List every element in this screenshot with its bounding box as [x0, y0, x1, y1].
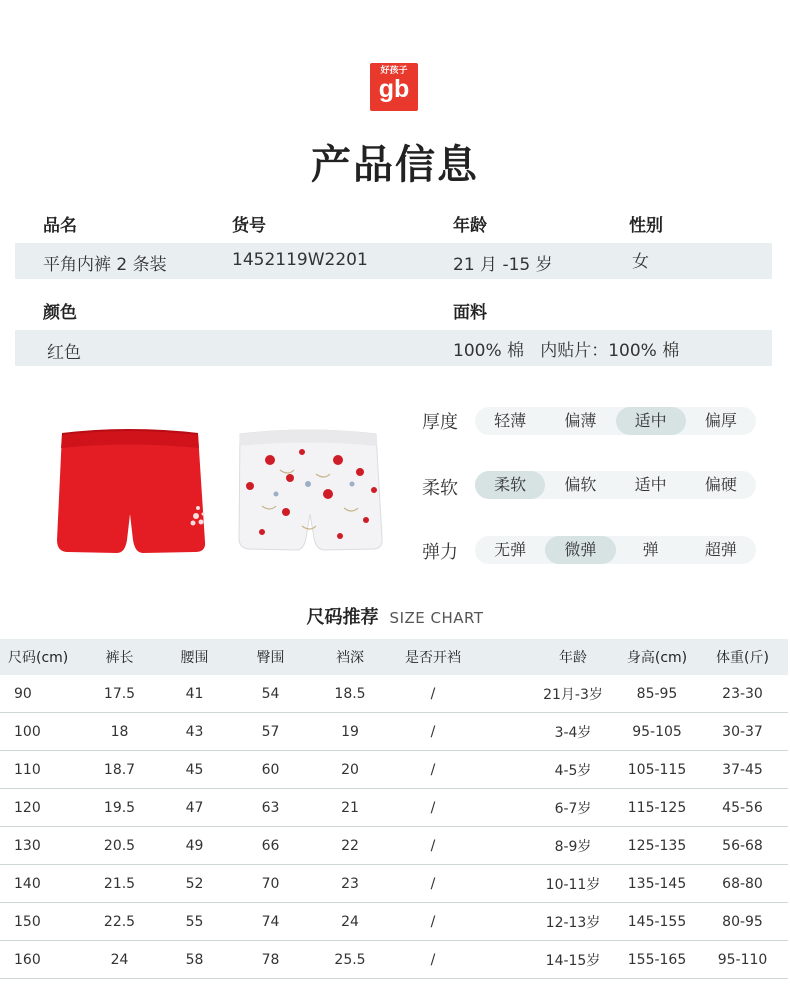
- elasticity-option-1: 无弹: [494, 540, 527, 559]
- cell-size: 130: [0, 827, 82, 865]
- size-chart-table: [0, 639, 788, 979]
- cell-rise: 18.5: [309, 675, 391, 713]
- table-row: [0, 827, 788, 865]
- cell-weight: 23-30: [697, 675, 788, 713]
- cell-rise: 19: [309, 713, 391, 751]
- cell-hip: 70: [232, 865, 309, 903]
- cell-height: 105-115: [617, 751, 697, 789]
- cell-age: 6-7岁: [529, 789, 617, 827]
- elasticity-option-2-selected: 微弹: [545, 536, 615, 564]
- header-rise: 裆深: [309, 639, 391, 675]
- header-length: 裤长: [82, 639, 157, 675]
- size-chart-body: [0, 675, 788, 979]
- thickness-option-3-selected: 适中: [616, 407, 686, 435]
- cell-spacer: [475, 941, 529, 979]
- cell-height: 85-95: [617, 675, 697, 713]
- cell-rise: 25.5: [309, 941, 391, 979]
- cell-weight: 68-80: [697, 865, 788, 903]
- thickness-option-4: 偏厚: [704, 411, 737, 430]
- gender-label: 性别: [629, 216, 663, 236]
- softness-option-2: 偏软: [564, 475, 597, 494]
- size-chart-header-row: [0, 639, 788, 675]
- elasticity-scale: [475, 536, 756, 564]
- header-size: 尺码(cm): [0, 639, 82, 675]
- cell-spacer: [475, 751, 529, 789]
- thickness-scale: [475, 407, 756, 435]
- cell-waist: 52: [157, 865, 232, 903]
- cell-waist: 55: [157, 903, 232, 941]
- cell-age: 10-11岁: [529, 865, 617, 903]
- cell-open-crotch: /: [391, 827, 475, 865]
- cell-waist: 49: [157, 827, 232, 865]
- name-value: 平角内裤 2 条装: [43, 255, 167, 275]
- table-row: [0, 789, 788, 827]
- header-waist: 腰围: [157, 639, 232, 675]
- table-row: [0, 865, 788, 903]
- header-hip: 臀围: [232, 639, 309, 675]
- header-height: 身高(cm): [617, 639, 697, 675]
- age-value: 21 月 -15 岁: [453, 255, 553, 275]
- printed-boxer-image: [239, 430, 382, 551]
- cell-waist: 45: [157, 751, 232, 789]
- color-label: 颜色: [43, 303, 77, 323]
- softness-option-4: 偏硬: [704, 475, 737, 494]
- softness-scale: [475, 471, 756, 499]
- brand-name-cn: 好孩子: [380, 66, 408, 76]
- cell-waist: 43: [157, 713, 232, 751]
- table-row: [0, 751, 788, 789]
- size-chart-heading: [0, 603, 790, 629]
- product-images: [40, 410, 400, 580]
- cell-size: 150: [0, 903, 82, 941]
- cell-height: 95-105: [617, 713, 697, 751]
- product-illustration: [40, 410, 400, 580]
- page-title: 产品信息: [311, 142, 479, 188]
- cell-age: 14-15岁: [529, 941, 617, 979]
- cell-weight: 37-45: [697, 751, 788, 789]
- attr-label-elasticity: 弹力: [422, 542, 458, 563]
- cell-spacer: [475, 865, 529, 903]
- attr-label-thickness: 厚度: [422, 412, 458, 433]
- header-weight: 体重(斤): [697, 639, 788, 675]
- cell-hip: 54: [232, 675, 309, 713]
- table-row: [0, 675, 788, 713]
- cell-rise: 21: [309, 789, 391, 827]
- table-row: [0, 941, 788, 979]
- cell-hip: 60: [232, 751, 309, 789]
- cell-age: 4-5岁: [529, 751, 617, 789]
- cell-open-crotch: /: [391, 941, 475, 979]
- name-label: 品名: [43, 216, 77, 236]
- cell-waist: 41: [157, 675, 232, 713]
- cell-height: 155-165: [617, 941, 697, 979]
- size-chart-title: 尺码推荐: [306, 607, 379, 628]
- header-spacer: [475, 639, 529, 675]
- gender-value: 女: [632, 252, 649, 272]
- cell-spacer: [475, 827, 529, 865]
- attr-label-softness: 柔软: [422, 478, 458, 499]
- age-label: 年龄: [453, 216, 487, 236]
- cell-rise: 24: [309, 903, 391, 941]
- cell-rise: 20: [309, 751, 391, 789]
- cell-size: 100: [0, 713, 82, 751]
- cell-weight: 80-95: [697, 903, 788, 941]
- cell-length: 20.5: [82, 827, 157, 865]
- thickness-option-2: 偏薄: [564, 411, 597, 430]
- cell-weight: 56-68: [697, 827, 788, 865]
- cell-height: 145-155: [617, 903, 697, 941]
- brand-logo: [370, 63, 418, 111]
- cell-hip: 66: [232, 827, 309, 865]
- cell-hip: 57: [232, 713, 309, 751]
- cell-weight: 95-110: [697, 941, 788, 979]
- cell-size: 160: [0, 941, 82, 979]
- sku-label: 货号: [232, 216, 266, 236]
- cell-open-crotch: /: [391, 713, 475, 751]
- cell-length: 24: [82, 941, 157, 979]
- cell-age: 21月-3岁: [529, 675, 617, 713]
- softness-option-1-selected: 柔软: [475, 471, 545, 499]
- cell-spacer: [475, 903, 529, 941]
- cell-hip: 78: [232, 941, 309, 979]
- cell-length: 18.7: [82, 751, 157, 789]
- cell-spacer: [475, 789, 529, 827]
- cell-spacer: [475, 675, 529, 713]
- cell-waist: 47: [157, 789, 232, 827]
- cell-hip: 63: [232, 789, 309, 827]
- elasticity-option-3: 弹: [642, 540, 659, 559]
- cell-size: 140: [0, 865, 82, 903]
- cell-rise: 23: [309, 865, 391, 903]
- cell-height: 125-135: [617, 827, 697, 865]
- cell-rise: 22: [309, 827, 391, 865]
- cell-open-crotch: /: [391, 675, 475, 713]
- red-boxer-image: [57, 430, 205, 553]
- cell-length: 18: [82, 713, 157, 751]
- cell-weight: 30-37: [697, 713, 788, 751]
- cell-age: 8-9岁: [529, 827, 617, 865]
- header-open-crotch: 是否开裆: [391, 639, 475, 675]
- cell-waist: 58: [157, 941, 232, 979]
- cell-length: 17.5: [82, 675, 157, 713]
- cell-height: 135-145: [617, 865, 697, 903]
- cell-age: 3-4岁: [529, 713, 617, 751]
- cell-length: 21.5: [82, 865, 157, 903]
- cell-length: 22.5: [82, 903, 157, 941]
- cell-spacer: [475, 713, 529, 751]
- cell-open-crotch: /: [391, 865, 475, 903]
- cell-weight: 45-56: [697, 789, 788, 827]
- cell-height: 115-125: [617, 789, 697, 827]
- softness-option-3: 适中: [634, 475, 667, 494]
- thickness-option-1: 轻薄: [494, 411, 527, 430]
- cell-open-crotch: /: [391, 903, 475, 941]
- header-age: 年龄: [529, 639, 617, 675]
- cell-age: 12-13岁: [529, 903, 617, 941]
- cell-size: 110: [0, 751, 82, 789]
- cell-length: 19.5: [82, 789, 157, 827]
- color-value: 红色: [47, 343, 81, 363]
- table-row: [0, 903, 788, 941]
- table-row: [0, 713, 788, 751]
- size-chart-subtitle: SIZE CHART: [389, 609, 484, 627]
- fabric-label: 面料: [453, 303, 487, 323]
- cell-size: 120: [0, 789, 82, 827]
- cell-size: 90: [0, 675, 82, 713]
- cell-hip: 74: [232, 903, 309, 941]
- sku-value: 1452119W2201: [232, 250, 368, 270]
- brand-name-en: gb: [378, 75, 410, 103]
- elasticity-option-4: 超弹: [704, 540, 737, 559]
- fabric-value: 100% 棉 内贴片：100% 棉: [453, 341, 680, 361]
- cell-open-crotch: /: [391, 751, 475, 789]
- cell-open-crotch: /: [391, 789, 475, 827]
